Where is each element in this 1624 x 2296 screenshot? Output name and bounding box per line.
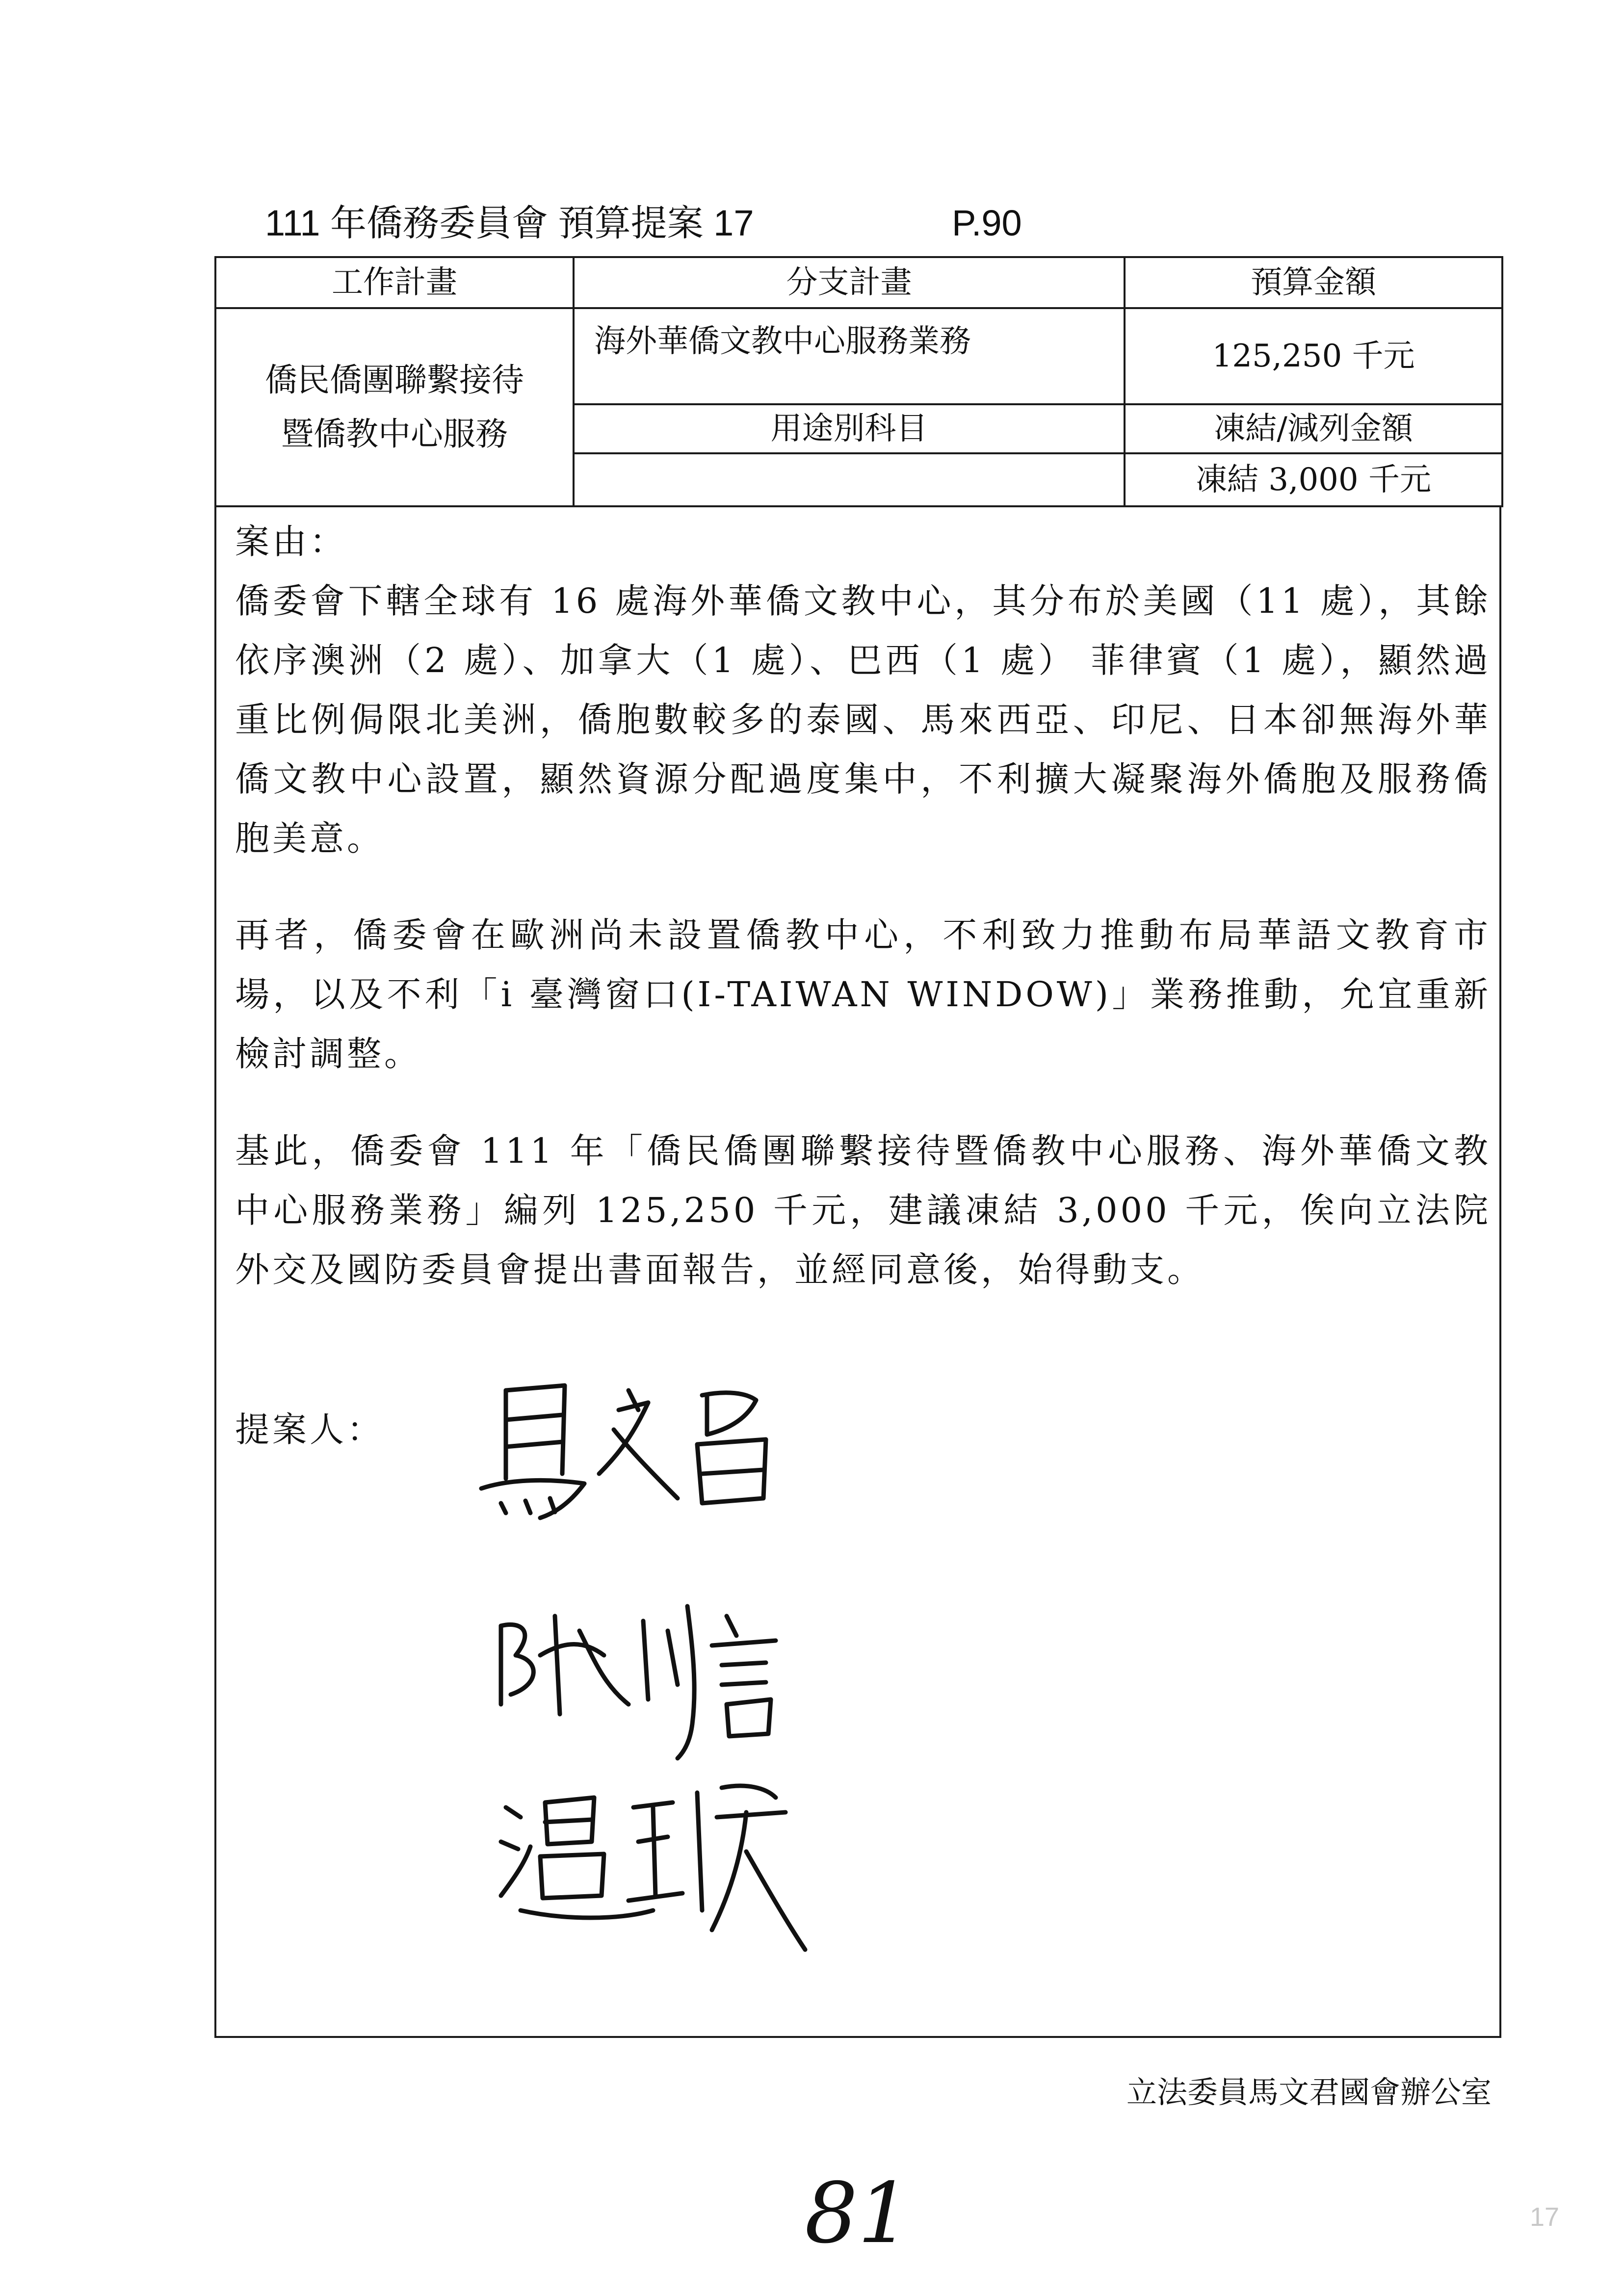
signature-wen-yu-hsia <box>491 1763 835 1969</box>
document-title <box>265 196 1344 250</box>
page-number-text: 81 <box>805 2168 911 2262</box>
work-plan-line2: 暨僑教中心服務 <box>281 415 508 453</box>
work-plan-line1: 僑民僑團聯繫接待 <box>265 361 524 399</box>
proposal-title: 111 年僑務委員會 預算提案 17 <box>265 203 754 243</box>
budget-table <box>214 256 1503 507</box>
header-work-plan: 工作計畫 <box>215 257 574 308</box>
reason-label: 案由： <box>235 522 347 562</box>
work-plan-cell <box>215 308 574 506</box>
table-row <box>215 308 1502 404</box>
proposer-label: 提案人： <box>235 1409 384 1450</box>
office-name: 立法委員馬文君國會辦公室 <box>1126 2074 1492 2110</box>
budget-amount-value: 125,250 千元 <box>1125 308 1502 404</box>
page-number <box>795 2168 942 2267</box>
proposal-body <box>214 507 1501 2038</box>
signature-chen-yi-hsin <box>481 1587 854 1773</box>
header-usage-item: 用途別科目 <box>574 404 1125 453</box>
table-header-row <box>215 257 1502 308</box>
reason-paragraph-1: 僑委會下轄全球有 16 處海外華僑文教中心，其分布於美國（11 處），其餘依序澳洲（2 處）、加拿大（1 處）、巴西（1 處） 菲律賓（1 處），顯然過重比例侷限北美洲，僑胞數較多的泰國、馬來西亞、印尼、日本卻無海外華僑文教中心設置，顯然資源分配過度集中，不利擴大凝聚海外僑胞及服務僑胞美意。 <box>235 581 1491 859</box>
signature-ma-wen-chun <box>471 1356 815 1562</box>
corner-mark: 17 <box>1530 2202 1560 2232</box>
header-branch-plan: 分支計畫 <box>574 257 1125 308</box>
header-freeze-amount: 凍結/減列金額 <box>1125 404 1502 453</box>
page-reference: P.90 <box>952 203 1022 243</box>
reason-paragraph-3: 基此，僑委會 111 年「僑民僑團聯繫接待暨僑教中心服務、海外華僑文教中心服務業務」編列 125,250 千元，建議凍結 3,000 千元，俟向立法院外交及國防委員會提出書面報告，並經同意後，始得動支。 <box>235 1131 1491 1290</box>
usage-item-value <box>574 453 1125 506</box>
reason-paragraph-2: 再者，僑委會在歐洲尚未設置僑教中心，不利致力推動布局華語文教育市場，以及不利「i 臺灣窗口(I-TAIWAN WINDOW)」業務推動，允宜重新檢討調整。 <box>235 915 1491 1074</box>
freeze-amount-value: 凍結 3,000 千元 <box>1125 453 1502 506</box>
header-budget-amount: 預算金額 <box>1125 257 1502 308</box>
branch-plan-value: 海外華僑文教中心服務業務 <box>574 308 1125 404</box>
